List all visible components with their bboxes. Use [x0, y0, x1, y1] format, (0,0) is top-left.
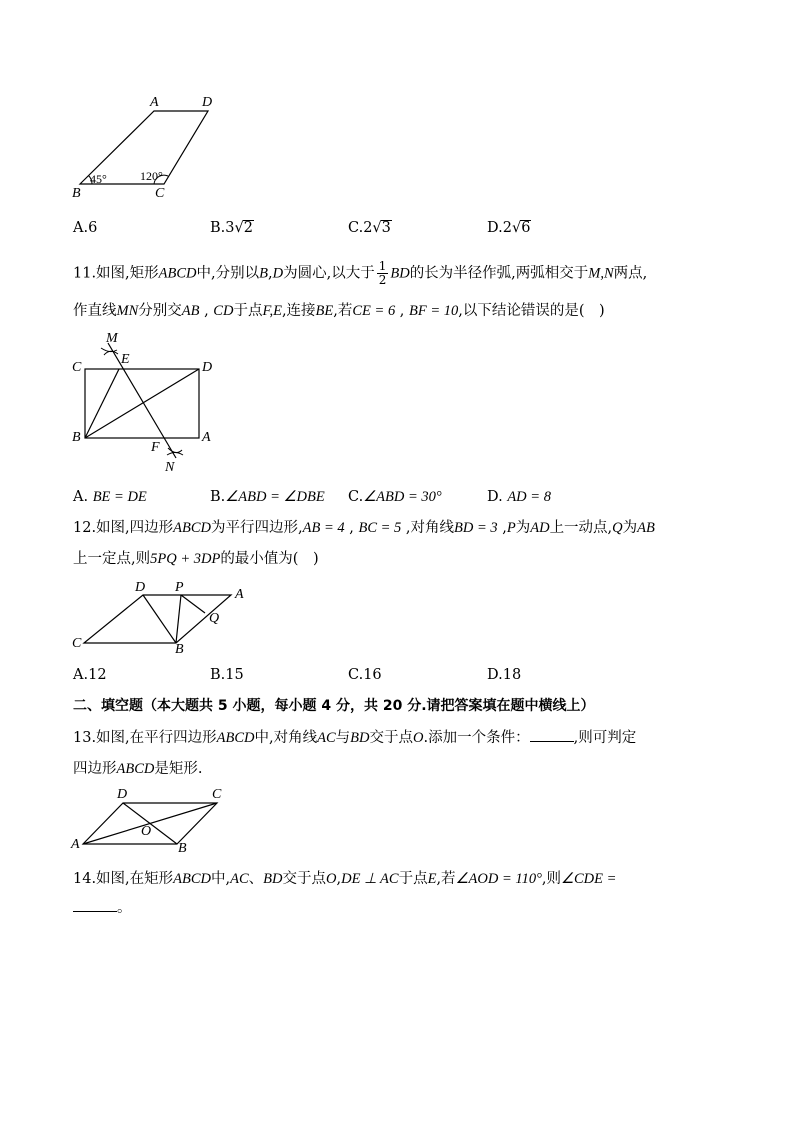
label-o: O: [141, 824, 152, 839]
label-a: A: [150, 95, 159, 110]
label-d: D: [117, 787, 128, 802]
label-b: B: [175, 642, 184, 657]
label-d: D: [202, 95, 213, 110]
angle-label-c: 120°: [140, 169, 163, 183]
q11-option-a: A. BE = DE: [73, 489, 147, 505]
q10-option-a: A.6: [73, 220, 98, 236]
q11-option-d: D. AD = 8: [487, 489, 551, 505]
label-e: E: [121, 352, 130, 367]
label-a: A: [202, 430, 211, 445]
q11-option-b: B.∠ABD = ∠DBE: [210, 489, 325, 505]
q10-option-c: C.2√3: [348, 220, 391, 236]
label-b: B: [72, 186, 81, 201]
q12-line-2: 上一定点,则5PQ + 3DP的最小值为( ): [73, 551, 319, 567]
label-c: C: [72, 636, 82, 651]
angle-label-b: 45°: [90, 172, 107, 186]
q12-option-d: D.18: [487, 667, 522, 683]
label-n: N: [165, 460, 175, 475]
label-f: F: [151, 440, 160, 455]
q12-option-b: B.15: [210, 667, 244, 683]
label-c: C: [72, 360, 82, 375]
q10-option-b: B.3√2: [210, 220, 253, 236]
label-a: A: [71, 837, 80, 852]
label-b: B: [178, 841, 187, 856]
q12-option-a: A.12: [73, 667, 107, 683]
q11-option-c: C.∠ABD = 30°: [348, 489, 442, 505]
q11-line-2: 作直线MN分别交AB , CD于点F,E,连接BE,若CE = 6 , BF = 10,以下结论错误的是( ): [73, 303, 605, 319]
q13-line-2: 四边形ABCD是矩形.: [73, 761, 203, 777]
q13-line-1: 13.如图,在平行四边形ABCD中,对角线AC与BD交于点O.添加一个条件： ,则可判定: [73, 730, 637, 746]
label-b: B: [72, 430, 81, 445]
label-d: D: [135, 580, 146, 595]
label-p: P: [175, 580, 184, 595]
answer-blank-q14[interactable]: [73, 899, 117, 912]
q12-line-1: 12.如图,四边形ABCD为平行四边形,AB = 4 , BC = 5 ,对角线BD = 3 ,P为AD上一动点,Q为AB: [73, 520, 655, 536]
label-d: D: [202, 360, 213, 375]
fraction-one-half: $\frac{1}{2}$: [378, 259, 387, 287]
q11-line-1: 11.如图,矩形ABCD中,分别以B,D为圆心,以大于 $\frac{1}{2}$ BD的长为半径作弧,两弧相交于M,N两点,: [73, 259, 648, 287]
q12-option-c: C.16: [348, 667, 382, 683]
label-a: A: [235, 587, 244, 602]
q14-line-2: 。: [73, 898, 132, 918]
label-m: M: [106, 331, 118, 346]
label-c: C: [212, 787, 222, 802]
section-heading-fill-in: 二、填空题（本大题共 5 小题，每小题 4 分，共 20 分.请把答案填在题中横线上）: [73, 698, 595, 714]
label-c: C: [155, 186, 165, 201]
label-q: Q: [209, 611, 220, 626]
q14-line-1: 14.如图,在矩形ABCD中,AC、BD交于点O,DE ⊥ AC于点E,若∠AOD = 110°,则∠CDE =: [73, 871, 617, 887]
q10-option-d: D.2√6: [487, 220, 531, 236]
